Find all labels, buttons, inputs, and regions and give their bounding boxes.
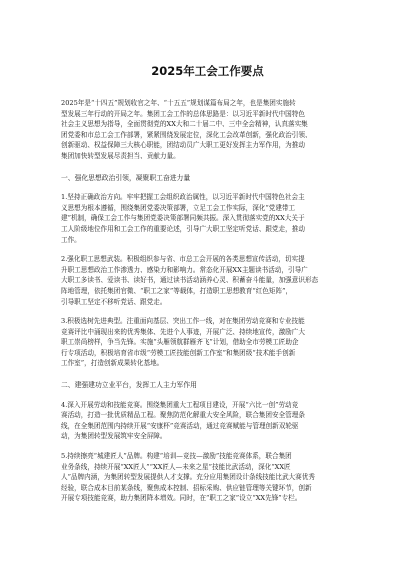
intro-line: 集团加快转型发展尽责担当、贡献力量。 — [61, 151, 180, 160]
item-5-line: 经验，联合成本目前某条线，聚焦成本控制、招标采购、供应链管理等关键环节，创新 — [61, 483, 312, 492]
item-2-line: 阵地管理，依托集团官微、“职工之家”等载体，打造职工思想教育“红色矩阵”， — [61, 286, 293, 295]
item-3-line: 竞赛评比中涌现出来的优秀集体、先进个人事迹，开展广泛、持续地宣传，激励广大 — [61, 327, 305, 336]
section-heading-1: 一、强化思想政治引领，凝聚职工奋进力量 — [61, 173, 191, 182]
intro-line: 型发展三年行动的开局之年。集团工会工作的总体思路是：以习近平新时代中国特色 — [61, 109, 305, 118]
item-1-line: 工作。 — [61, 235, 81, 244]
item-3-paragraph — [61, 316, 354, 369]
item-2-line: 2.强化职工思想武装。积极组织参与省、市总工会开展的各类思想宣传活动，切实提 — [61, 255, 305, 264]
item-5-line: 人”品牌内涵，为集团转型发展提供人才支撑。充分应用集团设计条线技能比武大赛优秀 — [61, 473, 315, 482]
item-1-line: 义思想为根本遵循，围绕集团党委决策部署，立足工会工作实际，深化“党建带工 — [61, 203, 296, 212]
item-5-line: 开展专项技能竞赛，助力集团降本增效。同时，在“职工之家”设立“XX先锋”专栏。 — [61, 494, 302, 503]
intro-paragraph — [61, 98, 354, 162]
item-4-line: 赛活动，打造一批优质精品工程。聚焦防范化解重大安全风险，联合集团安全管理条 — [61, 411, 305, 420]
item-3-line: 职工崇尚榜样，争当先锋。实施“头雁领航群雁齐飞”计划，借助全市劳模工匠助企 — [61, 338, 299, 347]
item-2-line: 升职工思想政治工作渗透力、感染力和影响力。常态化开展XX主题读书活动，引导广 — [61, 265, 308, 274]
item-4-line: 4.深入开展劳动和技能竞赛。围绕集团重大工程项目建设，开展“六比一创”劳动竞 — [61, 400, 299, 409]
item-4-line: 动，为集团转型发展筑牢安全屏障。 — [61, 432, 167, 441]
document-title: 2025年工会工作要点 — [151, 64, 264, 78]
item-5-paragraph — [61, 451, 354, 504]
item-1-line: 工人阶级地位作用和工会工作的重要论述，引导广大职工坚定听党话、跟党走，推动 — [61, 224, 305, 233]
intro-line: 团党委和市总工会工作部署，紧紧围绕发展定位，深化工会改革创新，强化政治引领、 — [61, 130, 312, 139]
item-1-paragraph — [61, 192, 354, 245]
item-1-line: 1.坚持正确政治方向。牢牢把握工会组织政治属性，以习近平新时代中国特色社会主 — [61, 193, 305, 202]
item-2-line: 引导职工坚定不移听党话、跟党走。 — [61, 297, 167, 306]
item-4-line: 线，在全集团范围内持续开展“安康杯”竞赛活动，通过竞赛赋能与管理创新双轮驱 — [61, 421, 299, 430]
item-1-line: 建”机制，确保工会工作与集团党委决策部署同频共振。深入贯彻落实党的XX大关于 — [61, 214, 305, 223]
intro-line: 社会主义思想为指导，全面贯彻党的XX大和二十届二中、三中全会精神，认真落实集 — [61, 120, 308, 129]
item-3-line: 3.积极选树先进典型。注重面向基层、突出工作一线，对在集团劳动竞赛和专业技能 — [61, 317, 305, 326]
intro-line: 2025年是“十四五”规划收官之年、“十五五”规划谋篇布局之年，也是集团实施转 — [61, 99, 296, 107]
section-heading-2: 二、建强建功立业平台，发挥工人主力军作用 — [61, 381, 197, 390]
item-5-line: 业务条线，持续开展“XX匠人”“XX匠人—未来之星”技能比武活动，深化“XX匠 — [61, 462, 291, 471]
item-2-paragraph — [61, 254, 354, 307]
item-2-line: 大职工多读书、爱读书、读好书，通过读书活动涵养心灵、积蓄奋斗能量，加强意识形态 — [61, 276, 319, 285]
item-4-paragraph — [61, 400, 354, 442]
item-3-line: 工作室”，打造创新成果转化基地。 — [61, 359, 164, 368]
item-5-line: 5.持续擦亮“城建匠人”品牌。构建“培训—竞技—激励”技能竞赛体系，联合集团 — [61, 452, 292, 461]
intro-line: 创新驱动、权益保障三大核心职能，团结动员广大职工更好发挥主力军作用，为推动 — [61, 141, 305, 150]
item-3-line: 行专项活动，积极培育省市级“劳模工匠技能创新工作室”和集团级“技术能手创新 — [61, 348, 296, 357]
